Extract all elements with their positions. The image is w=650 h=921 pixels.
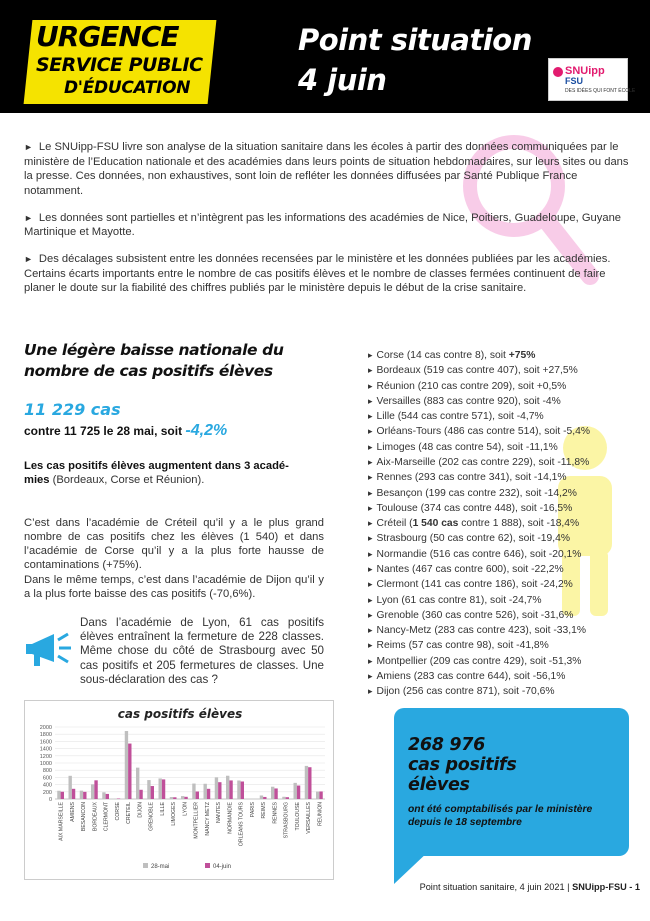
chart-bar [226, 776, 229, 799]
academy-text-end: contre 1 888), soit -18,4% [458, 518, 580, 530]
academy-item [368, 409, 638, 424]
dijon-paragraph: Dans le même temps, c’est dans l’académie de Dijon qu’il y a la plus forte baisse des cas positifs (-70,6%). [24, 574, 324, 600]
academy-text: Versailles (883 cas contre 920), soit -4% [376, 395, 561, 407]
chart-y-tick-label: 600 [42, 775, 52, 782]
footer-page: SNUipp-FSU - 1 [572, 882, 640, 892]
academy-item [368, 486, 638, 501]
chart-bar [215, 777, 218, 799]
academy-text: Besançon (199 cas contre 232), soit -14,2% [376, 487, 577, 499]
chart-bar [308, 767, 311, 799]
chart-x-tick-label: RENNES [272, 802, 279, 824]
chart-x-tick-label: CORSE [114, 802, 121, 821]
academy-item [368, 638, 638, 653]
chart-x-tick-label: VERSAILLES [306, 802, 313, 834]
arrow-bullet-icon: ► [24, 254, 33, 264]
chart-x-tick-label: GRENOBLE [148, 802, 155, 831]
chart-bar [136, 768, 139, 799]
academy-text: Grenoble (360 cas contre 526), soit -31,6% [376, 609, 574, 621]
chart-bar [229, 780, 232, 799]
lyon-paragraph: Dans l’académie de Lyon, 61 cas positifs élèves entraînent la fermeture de 228 classes. Même chose du côté de Strasbourg avec 50 cas positifs et 205 fermetures de classes. Une sous-déclaration des cas ? [80, 616, 324, 686]
chart-bar [196, 791, 199, 799]
chart-y-tick-label: 800 [42, 768, 52, 775]
section-heading-line-2: nombre de cas positifs élèves [24, 362, 273, 380]
academy-text: Orléans-Tours (486 cas contre 514), soit -5,4% [376, 426, 591, 438]
academy-list [368, 348, 638, 699]
chart-bar [80, 791, 83, 799]
chart-legend-swatch [205, 863, 210, 868]
chart-x-tick-label: LIMOGES [171, 802, 178, 826]
chart-bar [125, 731, 128, 799]
chart-x-tick-label: LYON [182, 802, 189, 816]
chart-bar [181, 796, 184, 799]
chart-x-tick-label: REIMS [261, 802, 268, 819]
chart-bar [207, 789, 210, 799]
chart-bar [83, 792, 86, 799]
academy-text: Toulouse (374 cas contre 448), soit -16,5% [376, 502, 573, 514]
chart-bar [128, 744, 131, 799]
section-heading [24, 340, 324, 382]
chart-bar [61, 792, 64, 799]
chart-legend-label: 04-juin [213, 864, 232, 870]
chart-x-tick-label: AIX MARSEILLE [58, 802, 65, 841]
callout-tail [394, 850, 430, 884]
chart-y-tick-label: 1800 [39, 732, 52, 739]
logo-tagline: DES IDÉES QUI FONT ÉCOLE [565, 88, 636, 94]
chart-bar [94, 780, 97, 799]
chart-bar [271, 787, 274, 799]
chart-bar [102, 792, 105, 799]
creteil-paragraph: C’est dans l’académie de Créteil qu’il y a le plus grand nombre de cas positifs chez les élèves (1 540) et dans l’académie de Corse qu’il y a la plus forte hausse de contaminations (+75%). [24, 517, 324, 571]
urgence-line-2: SERVICE PUBLIC [36, 54, 203, 76]
chart-x-tick-label: ORLEANS TOURS [238, 802, 245, 847]
logo-fsu: FSU [565, 76, 583, 86]
academy-text: Montpellier (209 cas contre 429), soit -51,3% [376, 655, 582, 667]
academy-text: Nantes (467 cas contre 600), soit -22,2% [376, 563, 564, 575]
chart-bar [170, 797, 173, 799]
intro-text-2: Les données sont partielles et n’intègrent pas les informations des académies de Nice, Poitiers, Guadeloupe, Guyane Martinique et Mayotte. [24, 211, 622, 238]
academy-item [368, 593, 638, 608]
academy-text: Corse (14 cas contre 8), soit [376, 350, 509, 361]
urgence-badge [24, 18, 214, 104]
academy-item [368, 608, 638, 623]
chart-bar [294, 783, 297, 799]
academy-text: Reims (57 cas contre 98), soit -41,8% [376, 640, 549, 652]
academy-text: Nancy-Metz (283 cas contre 423), soit -33,1% [376, 625, 586, 637]
academy-item [368, 348, 638, 363]
chart-x-tick-label: PARIS [249, 802, 256, 818]
chart-bar [159, 778, 162, 799]
chart-x-tick-label: CRETEIL [126, 802, 133, 824]
chart-x-tick-label: TOULOUSE [294, 802, 301, 831]
chart-bar [237, 780, 240, 799]
intro-section [24, 140, 638, 308]
urgence-line-1: URGENCE [36, 20, 179, 53]
urgence-line-3: D'ÉDUCATION [64, 78, 191, 98]
academy-item [368, 470, 638, 485]
intro-paragraph [24, 252, 638, 296]
chart-bar [173, 797, 176, 799]
academy-item [368, 623, 638, 638]
chart-bar [139, 790, 142, 799]
chart-bar [274, 788, 277, 799]
chart-x-tick-label: AMIENS [69, 802, 76, 822]
chart-bar [286, 797, 289, 799]
comparison-percent: -4,2% [185, 422, 228, 439]
chart-x-tick-label: NANCY METZ [204, 802, 211, 836]
academy-bold: 1 540 cas [412, 518, 459, 530]
chart-y-tick-label: 1200 [39, 753, 52, 760]
academy-text: Aix-Marseille (202 cas contre 229), soit -11,8% [376, 456, 590, 468]
academy-text: Normandie (516 cas contre 646), soit -20,1% [376, 548, 582, 560]
logo-mark-icon [553, 67, 563, 77]
increase-paragraph [24, 459, 324, 487]
page-title-line-1: Point situation [298, 23, 532, 57]
chart-x-tick-label: BESANCON [81, 802, 88, 832]
academy-text: Lille (544 cas contre 571), soit -4,7% [376, 411, 544, 423]
chart-y-tick-label: 1000 [39, 761, 52, 767]
comparison-line [24, 422, 227, 440]
chart-x-tick-label: NANTES [216, 802, 223, 824]
chart-bar [241, 782, 244, 799]
chart-bar [162, 779, 165, 799]
increase-bold-2: mies [24, 474, 50, 486]
chart-bar [316, 791, 319, 799]
academy-text: Réunion (210 cas contre 209), soit +0,5% [376, 380, 567, 392]
chart-y-tick-label: 400 [42, 782, 52, 789]
chart-bar [184, 797, 187, 799]
chart-x-tick-label: BORDEAUX [92, 802, 99, 832]
increase-rest: (Bordeaux, Corse et Réunion). [49, 474, 205, 486]
callout-subtext: ont été comptabilisés par le ministère depuis le 18 septembre [408, 804, 593, 828]
increase-bold-1: Les cas positifs élèves augmentent dans 3 acadé- [24, 460, 289, 472]
academy-text: Rennes (293 cas contre 341), soit -14,1% [376, 472, 567, 484]
academy-text: Bordeaux (519 cas contre 407), soit +27,5% [376, 365, 578, 377]
academy-item [368, 424, 638, 439]
chart-bar [260, 795, 263, 799]
chart-title: cas positifs élèves [117, 707, 243, 721]
academy-item [368, 394, 638, 409]
chart-x-tick-label: LILLE [159, 802, 166, 816]
chart-bar [305, 766, 308, 799]
chart-bar [319, 791, 322, 799]
academy-item [368, 684, 638, 699]
page-title [298, 20, 532, 100]
academy-text: Strasbourg (50 cas contre 62), soit -19,4% [376, 533, 570, 545]
arrow-bullet-icon: ► [24, 142, 33, 152]
chart-bar [263, 797, 266, 799]
chart-legend-label: 28-mai [151, 864, 170, 870]
academy-item [368, 363, 638, 378]
academy-item [368, 531, 638, 546]
academy-text: Lyon (61 cas contre 81), soit -24,7% [376, 594, 542, 606]
chart-y-tick-label: 2000 [39, 725, 52, 731]
academy-text: Dijon (256 cas contre 871), soit -70,6% [376, 686, 555, 698]
footer-text: Point situation sanitaire, 4 juin 2021 | [419, 882, 573, 892]
academy-item [368, 440, 638, 455]
intro-paragraph [24, 140, 638, 198]
chart-bar [72, 789, 75, 799]
intro-text-1: Le SNUipp-FSU livre son analyse de la situation sanitaire dans les écoles à partir des données communiquées par le ministère de l’Education nationale et des académies dans leurs points de situation hebdomadaires, sur leurs sites ou dans la presse. Ces données, non exhaustives, sont loin de refléter les données diffusées par Santé Publique France notamment. [24, 141, 629, 197]
megaphone-icon [24, 630, 74, 670]
chart-bar [57, 791, 60, 799]
academy-text: Limoges (48 cas contre 54), soit -11,1% [376, 441, 558, 453]
chart-x-tick-label: DIJON [137, 802, 144, 818]
academy-text: Créteil ( [376, 518, 413, 530]
callout-line-2: cas positifs [408, 755, 517, 775]
chart-bar [218, 782, 221, 799]
chart-x-tick-label: CLERMONT [103, 802, 110, 832]
arrow-bullet-icon: ► [24, 212, 33, 223]
chart-x-tick-label: MONTPELLIER [193, 802, 200, 839]
chart-y-tick-label: 1400 [39, 746, 52, 753]
chart-x-tick-label: STRASBOURG [283, 802, 290, 839]
chart-legend-swatch [143, 863, 148, 868]
chart-bar [297, 786, 300, 799]
academy-text: Amiens (283 cas contre 644), soit -56,1% [376, 670, 566, 682]
chart-x-tick-label: REUNION [317, 802, 324, 826]
chart-y-tick-label: 1600 [39, 739, 52, 746]
chart-y-tick-label: 0 [48, 797, 52, 803]
academy-item [368, 455, 638, 470]
snuipp-logo [548, 58, 636, 101]
chart-bar [282, 797, 285, 799]
page-title-line-2: 4 juin [298, 63, 387, 97]
chart-bar [117, 798, 120, 799]
header-banner [0, 0, 650, 113]
chart-bar [204, 784, 207, 799]
academy-text: Clermont (141 cas contre 186), soit -24,2% [376, 579, 573, 591]
chart-bar [91, 784, 94, 799]
chart-bar [106, 794, 109, 799]
academy-item [368, 562, 638, 577]
callout-number: 268 976 [408, 735, 486, 755]
chart-x-tick-label: NORMANDIE [227, 802, 234, 834]
academy-item [368, 501, 638, 516]
footer [360, 882, 640, 892]
chart-y-tick-label: 200 [42, 789, 52, 796]
cases-chart [24, 700, 334, 880]
chart-bar [69, 776, 72, 799]
academy-item [368, 379, 638, 394]
callout-figure [408, 735, 516, 795]
comparison-text: contre 11 725 le 28 mai, soit [24, 424, 186, 438]
chart-canvas [25, 701, 335, 881]
callout-line-3: élèves [408, 775, 470, 795]
academy-item [368, 516, 638, 531]
logo-name: SNUipp [565, 65, 605, 77]
academy-item [368, 669, 638, 684]
academy-item [368, 547, 638, 562]
academy-bold: +75% [508, 350, 536, 361]
total-cases: 11 229 cas [24, 400, 121, 419]
intro-paragraph [24, 211, 638, 240]
intro-text-3: Des décalages subsistent entre les données recensées par le ministère et les données publiées par les académies. Certains écarts importants entre le nombre de cas positifs élèves et le nombre de classes fermées continuent de faire planer le doute sur la fiabilité des chiffres publiés par le ministère depuis le début de la crise sanitaire. [24, 253, 611, 294]
chart-bar [192, 784, 195, 799]
section-heading-line-1: Une légère baisse nationale du [24, 341, 284, 359]
chart-bar [147, 780, 150, 799]
academy-item [368, 577, 638, 592]
academy-item [368, 654, 638, 669]
chart-bar [151, 786, 154, 799]
